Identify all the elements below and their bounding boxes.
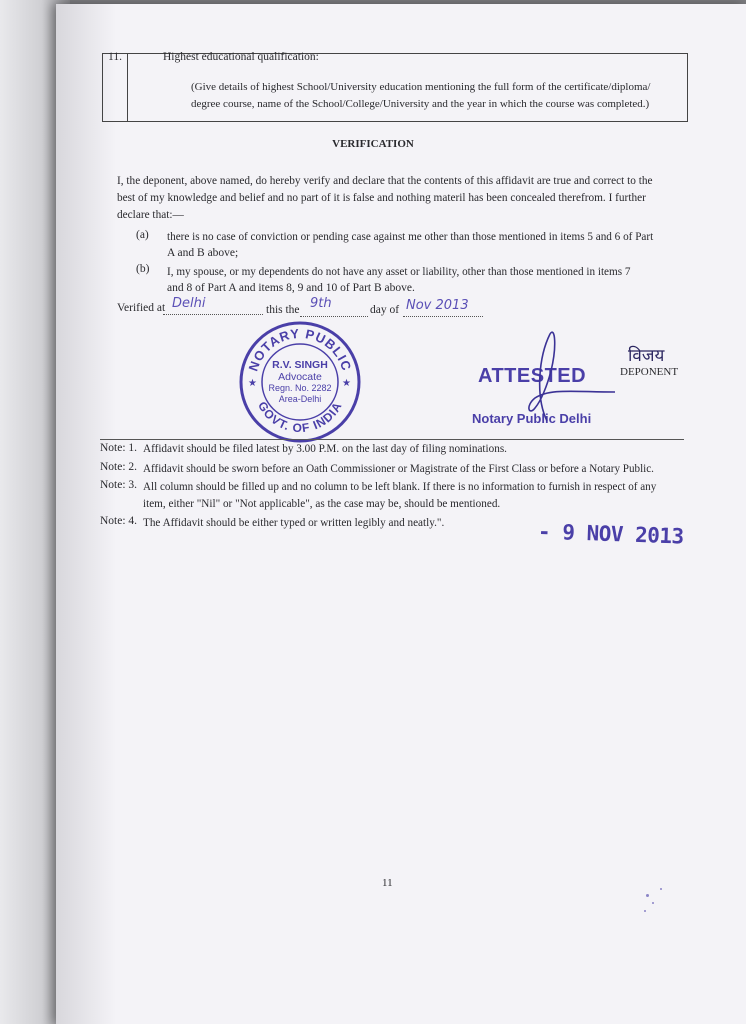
ink-smudge	[660, 888, 662, 890]
document-page	[56, 4, 746, 1024]
day-blank	[300, 316, 368, 317]
seal-name: R.V. SINGH	[272, 359, 328, 371]
attested-stamp: ATTESTED	[478, 365, 587, 387]
item-b-line1: I, my spouse, or my dependents do not have any asset or liability, other than those mentioned in items 7	[167, 266, 631, 278]
item-a-line2: A and B above;	[167, 247, 239, 259]
month-year-handwritten: Nov 2013	[406, 298, 469, 313]
verified-place-handwritten: Delhi	[172, 296, 206, 311]
ink-smudge	[652, 902, 654, 904]
note-4-label: Note: 4.	[100, 515, 138, 527]
this-the-label: this the	[266, 304, 300, 316]
svg-text:GOVT. OF INDIA	[255, 399, 345, 435]
note-3-text-line2: item, either "Nil" or "Not applicable", as the case may be, should be mentioned.	[143, 498, 501, 510]
seal-regn: Regn. No. 2282	[268, 383, 332, 393]
seal-star-right: ★	[342, 378, 351, 389]
seal-role: Advocate	[278, 371, 322, 383]
notary-seal	[238, 320, 362, 444]
day-of-label: day of	[370, 304, 400, 316]
seal-top-arc: NOTARY PUBLIC	[245, 325, 355, 374]
note-2-label: Note: 2.	[100, 461, 138, 473]
note-2-text: Affidavit should be sworn before an Oath Commissioner or Magistrate of the First Class or before a Notary Public.	[143, 463, 654, 475]
qualification-instructions-line1: (Give details of highest School/University education mentioning the full form of the certificate/diploma/	[191, 81, 651, 93]
note-1-text: Affidavit should be filed latest by 3.00 P.M. on the last day of filing nominations.	[143, 443, 507, 455]
verified-place-blank	[163, 314, 263, 315]
deponent-signature: विजय	[628, 346, 665, 366]
seal-star-left: ★	[248, 378, 257, 389]
note-3-label: Note: 3.	[100, 479, 138, 491]
page-number: 11	[382, 877, 393, 889]
day-handwritten: 9th	[310, 296, 332, 311]
verification-para-line2: best of my knowledge and belief and no part of it is false and nothing materil has been concealed therefrom. I further	[117, 192, 646, 204]
verified-at-label: Verified at	[117, 302, 166, 314]
ink-smudge	[644, 910, 646, 912]
deponent-label: DEPONENT	[620, 366, 679, 378]
notes-separator	[100, 439, 684, 440]
qualification-box-divider	[127, 54, 128, 121]
note-3-text-line1: All column should be filled up and no column to be left blank. If there is no information to furnish in respect of any	[143, 481, 657, 493]
seal-area: Area-Delhi	[278, 394, 322, 404]
item-b-label: (b)	[136, 263, 150, 275]
qualification-number: 11.	[108, 51, 122, 63]
verification-heading: VERIFICATION	[332, 138, 414, 150]
notary-signature-icon	[495, 326, 635, 436]
qualification-instructions-line2: degree course, name of the School/College/University and the year in which the course was completed.)	[191, 98, 650, 110]
qualification-title: Highest educational qualification:	[163, 51, 319, 63]
note-1-label: Note: 1.	[100, 442, 138, 454]
item-a-label: (a)	[136, 229, 149, 241]
month-blank	[403, 316, 483, 317]
item-a-line1: there is no case of conviction or pending case against me other than those mentioned in items 5 and 6 of Part	[167, 231, 654, 243]
item-b-line2: and 8 of Part A and items 8, 9 and 10 of Part B above.	[167, 282, 415, 294]
verification-para-line3: declare that:—	[117, 209, 184, 221]
verification-para-line1: I, the deponent, above named, do hereby verify and declare that the contents of this affidavit are true and correct to the	[117, 175, 653, 187]
note-4-text: The Affidavit should be either typed or written legibly and neatly.".	[143, 517, 445, 529]
seal-bottom-arc: GOVT. OF INDIA	[255, 399, 345, 436]
date-stamp: - 9 NOV 2013	[537, 519, 685, 549]
notary-public-delhi: Notary Public Delhi	[472, 411, 592, 426]
ink-smudge	[646, 894, 649, 897]
